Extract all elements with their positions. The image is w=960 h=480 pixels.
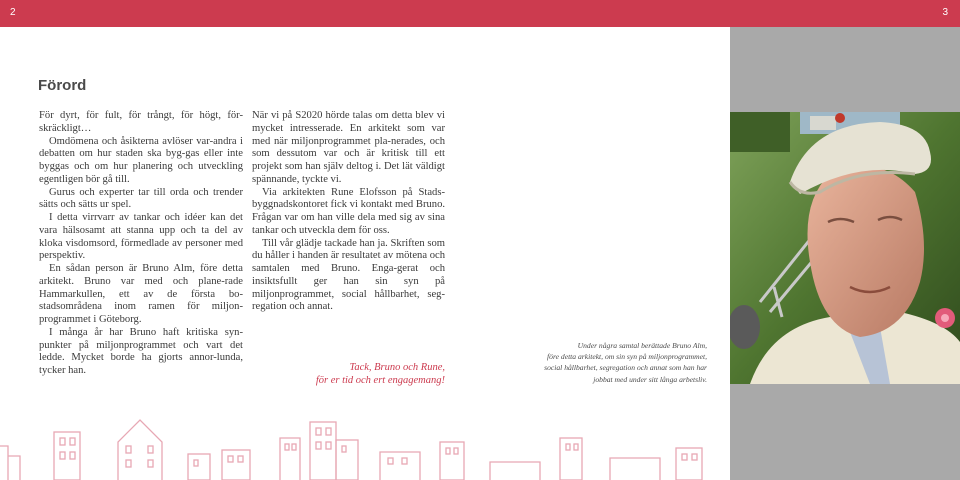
paragraph: I detta virrvarr av tankar och idéer kan det vara hälsosamt att stanna upp och ta del av kloka visdomsord, förmedlade av personer med perspektiv. <box>39 212 243 262</box>
page-number-right: 3 <box>942 7 948 18</box>
caption-line: före detta arkitekt, om sin syn på miljonprogrammet, <box>547 352 707 362</box>
caption-line: Under några samtal berättade Bruno Alm, <box>577 341 707 350</box>
paragraph: Till vår glädje tackade han ja. Skriften som du håller i handen är resultatet av mötena och samtalen med Bruno. Enga-gerat och insiktsfullt ger han sin syn på miljonprogrammet, social hållbarhet, seg-regation och annat. <box>252 237 445 313</box>
paragraph: En sådan person är Bruno Alm, före detta arkitekt. Bruno var med och plane-rade Hammarkullen, ett av de första bo-stadsområdena inom ramen för miljon-programmet i Göteborg. <box>39 263 243 325</box>
city-skyline-illustration <box>0 410 730 480</box>
photo-caption <box>515 340 707 385</box>
thanks-line: Tack, Bruno och Rune, <box>349 362 445 373</box>
thanks-line: för er tid och ert engagemang! <box>315 374 445 386</box>
paragraph: I många år har Bruno haft kritiska syn-punkter på miljonprogrammet och vart det ledde. Mycket borde ha gjorts annor-lunda, tycker han. <box>39 326 243 376</box>
paragraph: Via arkitekten Rune Elofsson på Stads-byggnadskontoret fick vi kontakt med Bruno. Frågan var om han ville dela med sig av sina tankar och utveckla dem för oss. <box>252 186 446 236</box>
text-column-left <box>39 110 243 378</box>
paragraph: Gurus och experter tar till orda och trender sätts och sätts ur spel. <box>39 186 243 211</box>
thanks-note <box>300 362 445 388</box>
paragraph: Omdömena och åsikterna avlöser var-andra i debatten om hur staden ska byg-gas eller inte byggas och om hur planering och utveckling egentligen bör gå till. <box>39 135 243 185</box>
caption-line: social hållbarhet, segregation och annat som han har <box>544 363 707 373</box>
paragraph: För dyrt, för fult, för trångt, för högt, för-skräckligt… <box>39 110 243 134</box>
top-bar <box>0 0 960 27</box>
text-column-right <box>252 110 445 314</box>
portrait-photo <box>730 112 960 384</box>
paragraph: När vi på S2020 hörde talas om detta blev vi mycket intresserade. En arkitekt som var med när miljonprogrammet pla-nerades, och som dessutom var och är kritisk till ett projekt som han själv deltog i. Det lät väldigt spännande, tyckte vi. <box>252 110 445 185</box>
page-title: Förord <box>38 77 87 94</box>
caption-line: jobbat med under sitt långa arbetsliv. <box>593 374 707 384</box>
page-number-left: 2 <box>10 7 16 18</box>
